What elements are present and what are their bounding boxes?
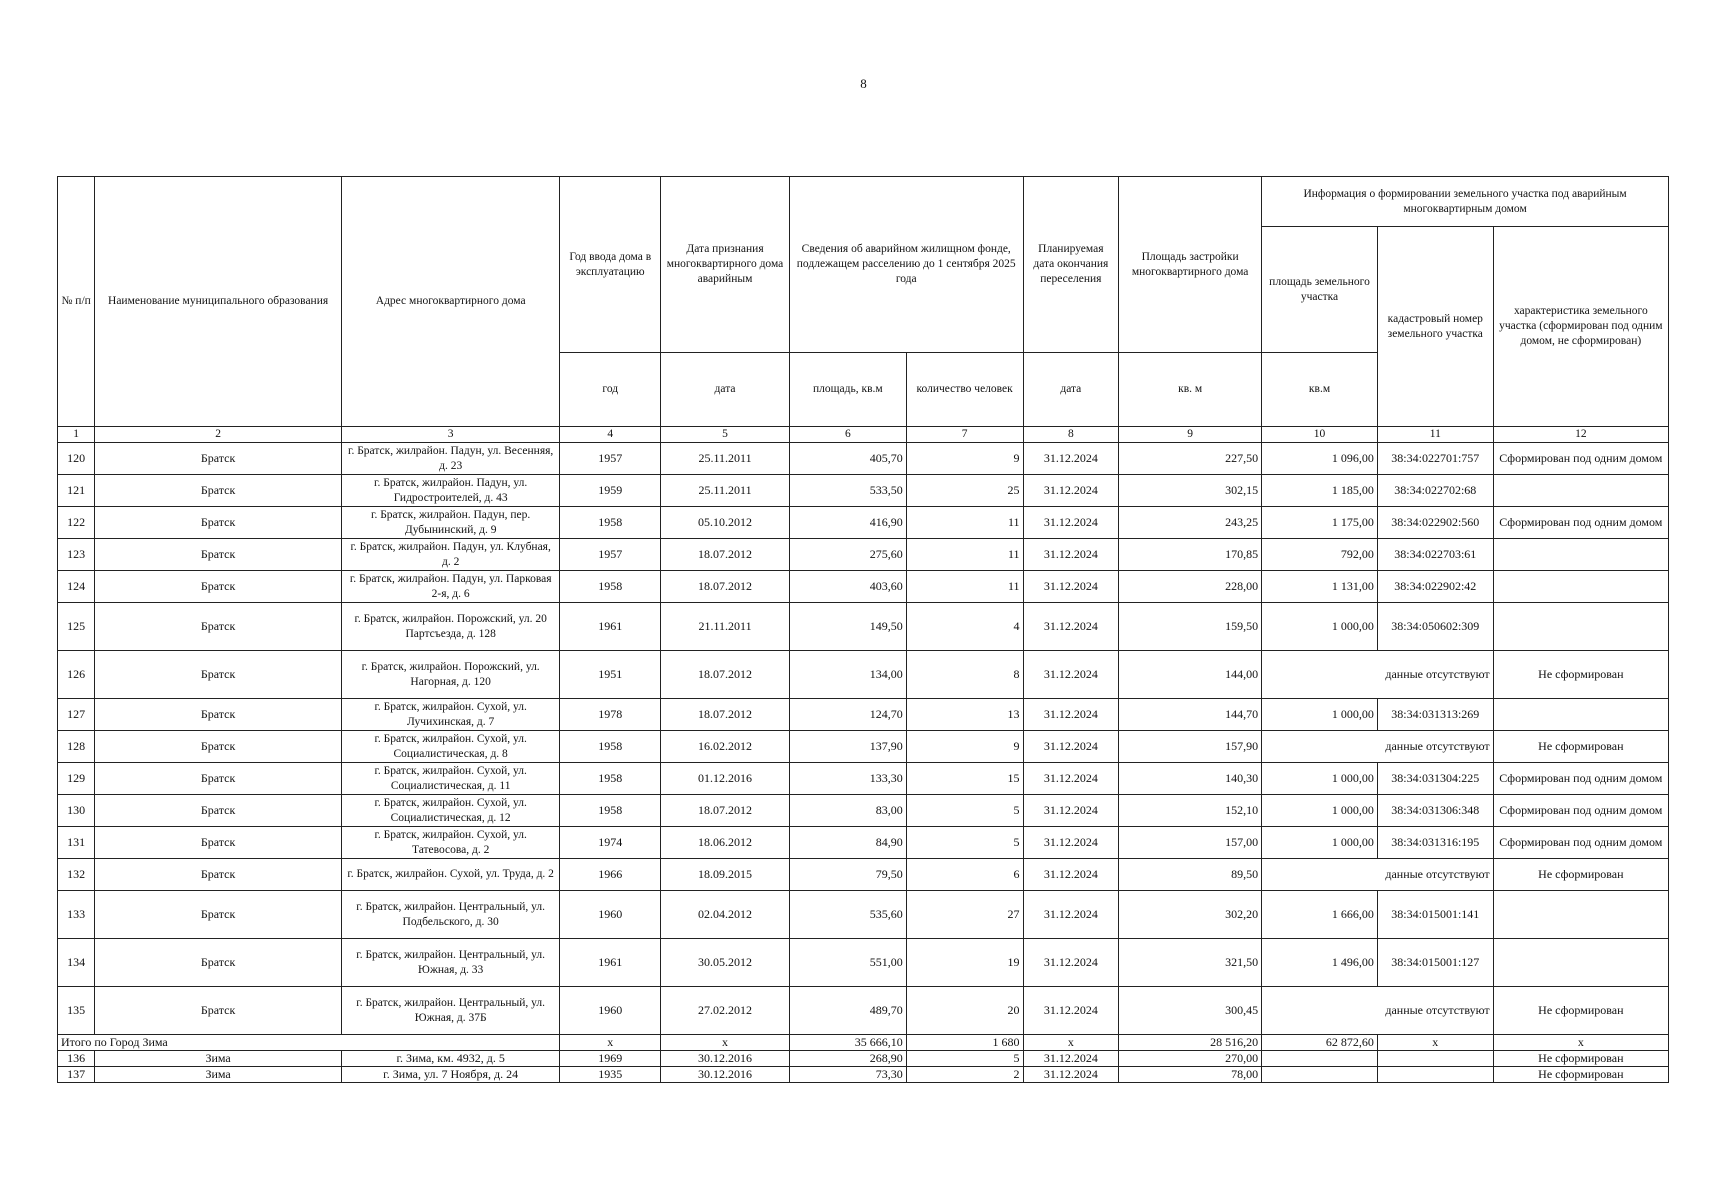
year-cell: 1961 <box>560 939 661 987</box>
cadastral-number-cell: 38:34:022902:560 <box>1377 507 1493 539</box>
building-area-cell: 144,00 <box>1119 651 1262 699</box>
row-number: 125 <box>58 603 95 651</box>
building-area-cell: 152,10 <box>1119 795 1262 827</box>
header-land-info: Информация о формировании земельного участка под аварийным многоквартирным домом <box>1262 177 1669 227</box>
column-number: 3 <box>341 427 559 443</box>
planned-date-cell: 31.12.2024 <box>1023 507 1119 539</box>
table-row <box>58 939 1669 987</box>
row-number: 123 <box>58 539 95 571</box>
column-number: 8 <box>1023 427 1119 443</box>
column-number: 5 <box>661 427 790 443</box>
page-number: 8 <box>860 76 867 91</box>
land-area-cell: 1 000,00 <box>1262 795 1378 827</box>
recognition-date-cell: 30.12.2016 <box>661 1067 790 1083</box>
municipality-cell: Братск <box>95 699 342 731</box>
people-cell: 13 <box>906 699 1023 731</box>
area-cell: 73,30 <box>789 1067 906 1083</box>
land-area-cell: 1 175,00 <box>1262 507 1378 539</box>
land-characteristic-cell: Не сформирован <box>1493 987 1668 1035</box>
year-cell: 1958 <box>560 571 661 603</box>
row-number: 121 <box>58 475 95 507</box>
row-number: 126 <box>58 651 95 699</box>
municipality-cell: Братск <box>95 891 342 939</box>
header-planned-date: Планируемая дата окончания переселения <box>1023 177 1119 353</box>
cadastral-number-cell: 38:34:015001:127 <box>1377 939 1493 987</box>
year-cell: 1959 <box>560 475 661 507</box>
header-address: Адрес многоквартирного дома <box>341 177 559 427</box>
building-area-cell: 144,70 <box>1119 699 1262 731</box>
recognition-date-cell: 18.07.2012 <box>661 539 790 571</box>
column-number: 12 <box>1493 427 1668 443</box>
people-cell: 9 <box>906 443 1023 475</box>
cadastral-number-cell <box>1377 1067 1493 1083</box>
recognition-date-cell: 18.07.2012 <box>661 571 790 603</box>
land-characteristic-cell <box>1493 891 1668 939</box>
address-cell: г. Зима, ул. 7 Ноября, д. 24 <box>341 1067 559 1083</box>
municipality-cell: Братск <box>95 571 342 603</box>
column-number-row <box>58 427 1669 443</box>
recognition-date-cell: 02.04.2012 <box>661 891 790 939</box>
municipality-cell: Зима <box>95 1067 342 1083</box>
municipality-cell: Братск <box>95 763 342 795</box>
table-row <box>58 1067 1669 1083</box>
header-unit-date2: дата <box>1023 353 1119 427</box>
recognition-date-cell: 05.10.2012 <box>661 507 790 539</box>
year-cell: 1958 <box>560 731 661 763</box>
people-cell: 8 <box>906 651 1023 699</box>
land-area-cell: 792,00 <box>1262 539 1378 571</box>
column-number: 4 <box>560 427 661 443</box>
table-row <box>58 651 1669 699</box>
table-row <box>58 603 1669 651</box>
land-characteristic-cell <box>1493 699 1668 731</box>
header-unit-sqm: кв. м <box>1119 353 1262 427</box>
people-cell: 11 <box>906 539 1023 571</box>
people-cell: 9 <box>906 731 1023 763</box>
year-cell: 1935 <box>560 1067 661 1083</box>
planned-date-cell: 31.12.2024 <box>1023 443 1119 475</box>
municipality-cell: Братск <box>95 939 342 987</box>
total-planned: x <box>1023 1035 1119 1051</box>
year-cell: 1957 <box>560 539 661 571</box>
people-cell: 11 <box>906 507 1023 539</box>
planned-date-cell: 31.12.2024 <box>1023 795 1119 827</box>
year-cell: 1958 <box>560 763 661 795</box>
recognition-date-cell: 16.02.2012 <box>661 731 790 763</box>
recognition-date-cell: 01.12.2016 <box>661 763 790 795</box>
building-area-cell: 302,20 <box>1119 891 1262 939</box>
people-cell: 25 <box>906 475 1023 507</box>
area-cell: 275,60 <box>789 539 906 571</box>
planned-date-cell: 31.12.2024 <box>1023 651 1119 699</box>
building-area-cell: 157,00 <box>1119 827 1262 859</box>
cadastral-number-cell: 38:34:015001:141 <box>1377 891 1493 939</box>
column-number: 6 <box>789 427 906 443</box>
area-cell: 79,50 <box>789 859 906 891</box>
land-area-cell: 1 000,00 <box>1262 763 1378 795</box>
building-area-cell: 89,50 <box>1119 859 1262 891</box>
header-land-char: характеристика земельного участка (сформирован под одним домом, не сформирован) <box>1493 227 1668 427</box>
land-characteristic-cell: Не сформирован <box>1493 731 1668 763</box>
table-row <box>58 987 1669 1035</box>
year-cell: 1958 <box>560 795 661 827</box>
table-row <box>58 795 1669 827</box>
address-cell: г. Братск, жилрайон. Сухой, ул. Социалистическая, д. 12 <box>341 795 559 827</box>
municipality-cell: Братск <box>95 651 342 699</box>
land-area-cell <box>1262 1051 1378 1067</box>
municipality-cell: Братск <box>95 603 342 651</box>
table-row <box>58 571 1669 603</box>
planned-date-cell: 31.12.2024 <box>1023 859 1119 891</box>
header-municipality: Наименование муниципального образования <box>95 177 342 427</box>
planned-date-cell: 31.12.2024 <box>1023 891 1119 939</box>
row-number: 124 <box>58 571 95 603</box>
people-cell: 19 <box>906 939 1023 987</box>
address-cell: г. Братск, жилрайон. Сухой, ул. Труда, д. 2 <box>341 859 559 891</box>
header-unit-sqm2: кв.м <box>1262 353 1378 427</box>
municipality-cell: Братск <box>95 475 342 507</box>
building-area-cell: 243,25 <box>1119 507 1262 539</box>
planned-date-cell: 31.12.2024 <box>1023 987 1119 1035</box>
municipality-cell: Братск <box>95 539 342 571</box>
total-recognition: x <box>661 1035 790 1051</box>
recognition-date-cell: 21.11.2011 <box>661 603 790 651</box>
land-area-cell: 1 096,00 <box>1262 443 1378 475</box>
column-number: 10 <box>1262 427 1378 443</box>
header-cadastral: кадастровый номер земельного участка <box>1377 227 1493 427</box>
land-characteristic-cell: Сформирован под одним домом <box>1493 763 1668 795</box>
address-cell: г. Братск, жилрайон. Падун, ул. Гидростроителей, д. 43 <box>341 475 559 507</box>
area-cell: 416,90 <box>789 507 906 539</box>
recognition-date-cell: 18.06.2012 <box>661 827 790 859</box>
building-area-cell: 227,50 <box>1119 443 1262 475</box>
land-area-cell: 1 666,00 <box>1262 891 1378 939</box>
row-number: 127 <box>58 699 95 731</box>
land-area-cell: 1 185,00 <box>1262 475 1378 507</box>
land-area-cell: 1 496,00 <box>1262 939 1378 987</box>
people-cell: 4 <box>906 603 1023 651</box>
people-cell: 5 <box>906 795 1023 827</box>
recognition-date-cell: 25.11.2011 <box>661 475 790 507</box>
land-characteristic-cell: Не сформирован <box>1493 859 1668 891</box>
row-number: 130 <box>58 795 95 827</box>
table-row <box>58 891 1669 939</box>
total-area: 35 666,10 <box>789 1035 906 1051</box>
land-data-missing-cell: данные отсутствуют <box>1262 731 1494 763</box>
land-characteristic-cell: Не сформирован <box>1493 651 1668 699</box>
area-cell: 405,70 <box>789 443 906 475</box>
total-land-area: 62 872,60 <box>1262 1035 1378 1051</box>
table-row <box>58 507 1669 539</box>
municipality-cell: Братск <box>95 731 342 763</box>
area-cell: 133,30 <box>789 763 906 795</box>
address-cell: г. Братск, жилрайон. Сухой, ул. Социалистическая, д. 8 <box>341 731 559 763</box>
land-area-cell: 1 131,00 <box>1262 571 1378 603</box>
planned-date-cell: 31.12.2024 <box>1023 827 1119 859</box>
column-number: 11 <box>1377 427 1493 443</box>
table-row <box>58 827 1669 859</box>
row-number: 128 <box>58 731 95 763</box>
land-area-cell: 1 000,00 <box>1262 827 1378 859</box>
planned-date-cell: 31.12.2024 <box>1023 1051 1119 1067</box>
land-characteristic-cell <box>1493 603 1668 651</box>
building-area-cell: 228,00 <box>1119 571 1262 603</box>
land-data-missing-cell: данные отсутствуют <box>1262 987 1494 1035</box>
year-cell: 1961 <box>560 603 661 651</box>
area-cell: 124,70 <box>789 699 906 731</box>
area-cell: 535,60 <box>789 891 906 939</box>
year-cell: 1966 <box>560 859 661 891</box>
recognition-date-cell: 30.05.2012 <box>661 939 790 987</box>
row-number: 122 <box>58 507 95 539</box>
cadastral-number-cell: 38:34:022702:68 <box>1377 475 1493 507</box>
people-cell: 2 <box>906 1067 1023 1083</box>
table-row <box>58 443 1669 475</box>
land-characteristic-cell: Не сформирован <box>1493 1051 1668 1067</box>
municipality-cell: Братск <box>95 507 342 539</box>
year-cell: 1960 <box>560 987 661 1035</box>
column-number: 9 <box>1119 427 1262 443</box>
land-characteristic-cell <box>1493 939 1668 987</box>
header-num: № п/п <box>58 177 95 427</box>
total-row <box>58 1035 1669 1051</box>
table-row <box>58 731 1669 763</box>
cadastral-number-cell: 38:34:050602:309 <box>1377 603 1493 651</box>
planned-date-cell: 31.12.2024 <box>1023 603 1119 651</box>
row-number: 132 <box>58 859 95 891</box>
cadastral-number-cell: 38:34:031306:348 <box>1377 795 1493 827</box>
building-area-cell: 321,50 <box>1119 939 1262 987</box>
building-area-cell: 170,85 <box>1119 539 1262 571</box>
year-cell: 1969 <box>560 1051 661 1067</box>
area-cell: 533,50 <box>789 475 906 507</box>
building-area-cell: 159,50 <box>1119 603 1262 651</box>
recognition-date-cell: 18.09.2015 <box>661 859 790 891</box>
address-cell: г. Братск, жилрайон. Падун, ул. Весенняя, д. 23 <box>341 443 559 475</box>
planned-date-cell: 31.12.2024 <box>1023 571 1119 603</box>
table-row <box>58 763 1669 795</box>
table-row <box>58 475 1669 507</box>
cadastral-number-cell: 38:34:022701:757 <box>1377 443 1493 475</box>
recognition-date-cell: 30.12.2016 <box>661 1051 790 1067</box>
municipality-cell: Зима <box>95 1051 342 1067</box>
building-area-cell: 270,00 <box>1119 1051 1262 1067</box>
planned-date-cell: 31.12.2024 <box>1023 475 1119 507</box>
address-cell: г. Братск, жилрайон. Сухой, ул. Социалистическая, д. 11 <box>341 763 559 795</box>
land-characteristic-cell <box>1493 475 1668 507</box>
row-number: 129 <box>58 763 95 795</box>
column-number: 7 <box>906 427 1023 443</box>
area-cell: 149,50 <box>789 603 906 651</box>
building-area-cell: 157,90 <box>1119 731 1262 763</box>
people-cell: 5 <box>906 1051 1023 1067</box>
land-characteristic-cell: Сформирован под одним домом <box>1493 795 1668 827</box>
planned-date-cell: 31.12.2024 <box>1023 763 1119 795</box>
address-cell: г. Братск, жилрайон. Центральный, ул. Южная, д. 37Б <box>341 987 559 1035</box>
total-cadastral: x <box>1377 1035 1493 1051</box>
column-number: 1 <box>58 427 95 443</box>
area-cell: 268,90 <box>789 1051 906 1067</box>
land-data-missing-cell: данные отсутствуют <box>1262 651 1494 699</box>
people-cell: 15 <box>906 763 1023 795</box>
total-characteristic: x <box>1493 1035 1668 1051</box>
year-cell: 1957 <box>560 443 661 475</box>
area-cell: 403,60 <box>789 571 906 603</box>
total-year: x <box>560 1035 661 1051</box>
cadastral-number-cell: 38:34:031316:195 <box>1377 827 1493 859</box>
address-cell: г. Братск, жилрайон. Сухой, ул. Лучихинская, д. 7 <box>341 699 559 731</box>
row-number: 133 <box>58 891 95 939</box>
header-unit-area: площадь, кв.м <box>789 353 906 427</box>
table-row <box>58 859 1669 891</box>
municipality-cell: Братск <box>95 443 342 475</box>
emergency-housing-table <box>57 176 1669 1083</box>
land-data-missing-cell: данные отсутствуют <box>1262 859 1494 891</box>
year-cell: 1978 <box>560 699 661 731</box>
row-number: 131 <box>58 827 95 859</box>
people-cell: 6 <box>906 859 1023 891</box>
address-cell: г. Братск, жилрайон. Падун, ул. Парковая 2-я, д. 6 <box>341 571 559 603</box>
cadastral-number-cell <box>1377 1051 1493 1067</box>
year-cell: 1951 <box>560 651 661 699</box>
area-cell: 137,90 <box>789 731 906 763</box>
cadastral-number-cell: 38:34:031313:269 <box>1377 699 1493 731</box>
table-row <box>58 699 1669 731</box>
municipality-cell: Братск <box>95 987 342 1035</box>
address-cell: г. Братск, жилрайон. Падун, пер. Дубынинский, д. 9 <box>341 507 559 539</box>
planned-date-cell: 31.12.2024 <box>1023 1067 1119 1083</box>
land-characteristic-cell: Сформирован под одним домом <box>1493 443 1668 475</box>
address-cell: г. Братск, жилрайон. Сухой, ул. Татевосова, д. 2 <box>341 827 559 859</box>
header-unit-date: дата <box>661 353 790 427</box>
address-cell: г. Братск, жилрайон. Центральный, ул. Подбельского, д. 30 <box>341 891 559 939</box>
address-cell: г. Братск, жилрайон. Падун, ул. Клубная, д. 2 <box>341 539 559 571</box>
row-number: 120 <box>58 443 95 475</box>
recognition-date-cell: 25.11.2011 <box>661 443 790 475</box>
row-number: 137 <box>58 1067 95 1083</box>
building-area-cell: 140,30 <box>1119 763 1262 795</box>
people-cell: 27 <box>906 891 1023 939</box>
land-characteristic-cell <box>1493 539 1668 571</box>
header-land-area: площадь земельного участка <box>1262 227 1378 353</box>
header-unit-year: год <box>560 353 661 427</box>
total-label: Итого по Город Зима <box>58 1035 560 1051</box>
header-unit-people: количество человек <box>906 353 1023 427</box>
address-cell: г. Братск, жилрайон. Центральный, ул. Южная, д. 33 <box>341 939 559 987</box>
header-building-area: Площадь застройки многоквартирного дома <box>1119 177 1262 353</box>
area-cell: 83,00 <box>789 795 906 827</box>
land-area-cell: 1 000,00 <box>1262 699 1378 731</box>
cadastral-number-cell: 38:34:022902:42 <box>1377 571 1493 603</box>
recognition-date-cell: 18.07.2012 <box>661 699 790 731</box>
municipality-cell: Братск <box>95 795 342 827</box>
building-area-cell: 300,45 <box>1119 987 1262 1035</box>
area-cell: 84,90 <box>789 827 906 859</box>
land-area-cell <box>1262 1067 1378 1083</box>
building-area-cell: 302,15 <box>1119 475 1262 507</box>
address-cell: г. Братск, жилрайон. Порожский, ул. 20 Партсъезда, д. 128 <box>341 603 559 651</box>
cadastral-number-cell: 38:34:022703:61 <box>1377 539 1493 571</box>
planned-date-cell: 31.12.2024 <box>1023 539 1119 571</box>
table-row <box>58 539 1669 571</box>
year-cell: 1974 <box>560 827 661 859</box>
recognition-date-cell: 27.02.2012 <box>661 987 790 1035</box>
header-fund: Сведения об аварийном жилищном фонде, подлежащем расселению до 1 сентября 2025 года <box>789 177 1023 353</box>
land-area-cell: 1 000,00 <box>1262 603 1378 651</box>
year-cell: 1960 <box>560 891 661 939</box>
planned-date-cell: 31.12.2024 <box>1023 939 1119 987</box>
municipality-cell: Братск <box>95 859 342 891</box>
total-building-area: 28 516,20 <box>1119 1035 1262 1051</box>
table-row <box>58 1051 1669 1067</box>
row-number: 135 <box>58 987 95 1035</box>
area-cell: 489,70 <box>789 987 906 1035</box>
area-cell: 551,00 <box>789 939 906 987</box>
header-year: Год ввода дома в эксплуатацию <box>560 177 661 353</box>
municipality-cell: Братск <box>95 827 342 859</box>
area-cell: 134,00 <box>789 651 906 699</box>
planned-date-cell: 31.12.2024 <box>1023 731 1119 763</box>
land-characteristic-cell <box>1493 571 1668 603</box>
column-number: 2 <box>95 427 342 443</box>
year-cell: 1958 <box>560 507 661 539</box>
people-cell: 5 <box>906 827 1023 859</box>
people-cell: 11 <box>906 571 1023 603</box>
land-characteristic-cell: Не сформирован <box>1493 1067 1668 1083</box>
address-cell: г. Братск, жилрайон. Порожский, ул. Нагорная, д. 120 <box>341 651 559 699</box>
address-cell: г. Зима, км. 4932, д. 5 <box>341 1051 559 1067</box>
recognition-date-cell: 18.07.2012 <box>661 795 790 827</box>
row-number: 136 <box>58 1051 95 1067</box>
planned-date-cell: 31.12.2024 <box>1023 699 1119 731</box>
row-number: 134 <box>58 939 95 987</box>
people-cell: 20 <box>906 987 1023 1035</box>
building-area-cell: 78,00 <box>1119 1067 1262 1083</box>
land-characteristic-cell: Сформирован под одним домом <box>1493 507 1668 539</box>
cadastral-number-cell: 38:34:031304:225 <box>1377 763 1493 795</box>
total-people: 1 680 <box>906 1035 1023 1051</box>
land-characteristic-cell: Сформирован под одним домом <box>1493 827 1668 859</box>
recognition-date-cell: 18.07.2012 <box>661 651 790 699</box>
header-recognition-date: Дата признания многоквартирного дома аварийным <box>661 177 790 353</box>
